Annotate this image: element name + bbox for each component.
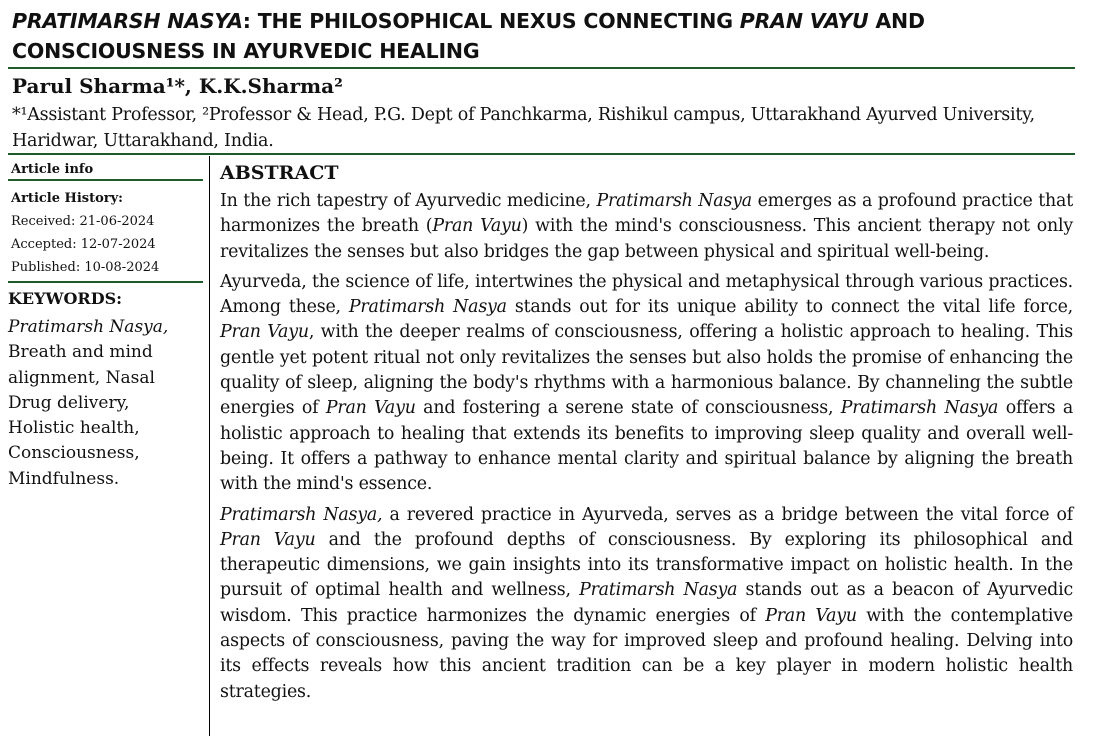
authors: Parul Sharma¹*, K.K.Sharma² — [12, 74, 343, 98]
paper-title — [12, 6, 1080, 66]
keyword-line: Holistic health, — [8, 418, 140, 439]
text-run: ) with the mind's consciousness. This ancient therapy not only revitalizes the senses but also bridges the gap between physical and spiritual well-being. — [220, 216, 1074, 262]
article-info-label: Article info — [11, 162, 94, 177]
article-history-label: Article History: — [11, 191, 123, 206]
text-run: Ayurveda, the science of life, intertwines the physical and metaphysical through various practices. Among these, — [220, 271, 1073, 318]
italic-term: Pran Vayu — [432, 216, 522, 237]
keyword-line: Pratimarsh Nasya, — [8, 317, 169, 337]
title-italic-1: PRATIMARSH NASYA — [12, 9, 243, 33]
italic-term: Pratimarsh Nasya — [579, 580, 738, 601]
text-run: and the profound depths of consciousness. By exploring its philosophical and therapeutic dimensions, we gain insights into its transformative impact on holistic health. In the pursuit of optimal health and wellness, — [220, 529, 1073, 601]
keyword-line: Breath and mind — [8, 342, 153, 363]
text-run: a revered practice in Ayurveda, serves as a bridge between the vital force of — [382, 504, 1073, 525]
italic-term: Pratimarsh Nasya — [596, 191, 752, 211]
abstract-paragraph-3 — [220, 503, 1073, 705]
affiliation: *¹Assistant Professor, ²Professor & Head, P.G. Dept of Panchkarma, Rishikul campus, Uttarakhand Ayurved University, Haridwar, Uttarakhand, India. — [12, 105, 1035, 151]
keywords-list — [8, 315, 203, 492]
italic-term: Pran Vayu — [325, 398, 416, 419]
text-run: with the contemplative aspects of consciousness, paving the way for improved sleep and profound healing. Delving into its effects reveals how this ancient tradition can be a key player in modern holistic health strategies. — [220, 605, 1073, 702]
italic-term: Pratimarsh Nasya — [348, 297, 507, 318]
text-run: stands out as a beacon of Ayurvedic wisdom. This practice harmonizes the dynamic energies of — [220, 580, 1074, 626]
italic-term: Pran Vayu — [765, 605, 857, 626]
keyword-line: Drug delivery, — [8, 392, 130, 413]
keyword-line: Mindfulness. — [8, 468, 120, 489]
text-run: , with the deeper realms of consciousness, offering a holistic approach to healing. This gentle yet potent ritual not only revitalizes the senses but also holds the promise of enhancing the quality of sleep, aligning the body's rhythms with a harmonious balance. By channeling the subtle energies of — [220, 322, 1073, 419]
text-run: offers a holistic approach to healing that extends its benefits to improving sleep quality and overall well-being. It offers a pathway to enhance mental clarity and spiritual balance by aligning the breath with the mind's essence. — [220, 398, 1074, 495]
keyword-line: alignment, Nasal — [8, 367, 155, 388]
sidebar-divider — [8, 179, 203, 181]
abstract-paragraph-2 — [220, 270, 1073, 498]
italic-term: Pratimarsh Nasya, — [220, 504, 383, 525]
header-divider — [8, 153, 1075, 155]
accepted-date: Accepted: 12-07-2024 — [11, 237, 156, 252]
article-sidebar — [8, 156, 203, 492]
abstract-section — [220, 158, 1073, 705]
text-run: In the rich tapestry of Ayurvedic medicine, — [220, 191, 597, 211]
keywords-label: KEYWORDS: — [8, 289, 123, 308]
italic-term: Pran Vayu — [220, 529, 316, 550]
abstract-paragraph-1 — [220, 189, 1073, 265]
abstract-heading: ABSTRACT — [220, 162, 339, 184]
keyword-line: Consciousness, — [8, 443, 140, 464]
title-divider — [8, 67, 1075, 69]
published-date: Published: 10-08-2024 — [11, 260, 160, 275]
text-run: and fostering a serene state of consciousness, — [415, 398, 841, 419]
sidebar-divider — [8, 281, 203, 283]
title-text-2: : THE PHILOSOPHICAL NEXUS CONNECTING — [242, 9, 740, 33]
italic-term: Pratimarsh Nasya — [840, 398, 999, 419]
text-run: stands out for its unique ability to connect the vital life force, — [506, 297, 1073, 318]
title-text-4: AND CONSCIOUSNESS IN AYURVEDIC HEALING — [12, 9, 925, 63]
italic-term: Pran Vayu — [220, 322, 309, 343]
text-run: emerges as a profound practice that harmonizes the breath ( — [220, 191, 1073, 237]
received-date: Received: 21-06-2024 — [11, 214, 155, 229]
title-italic-3: PRAN VAYU — [739, 9, 869, 33]
column-separator — [209, 156, 210, 736]
